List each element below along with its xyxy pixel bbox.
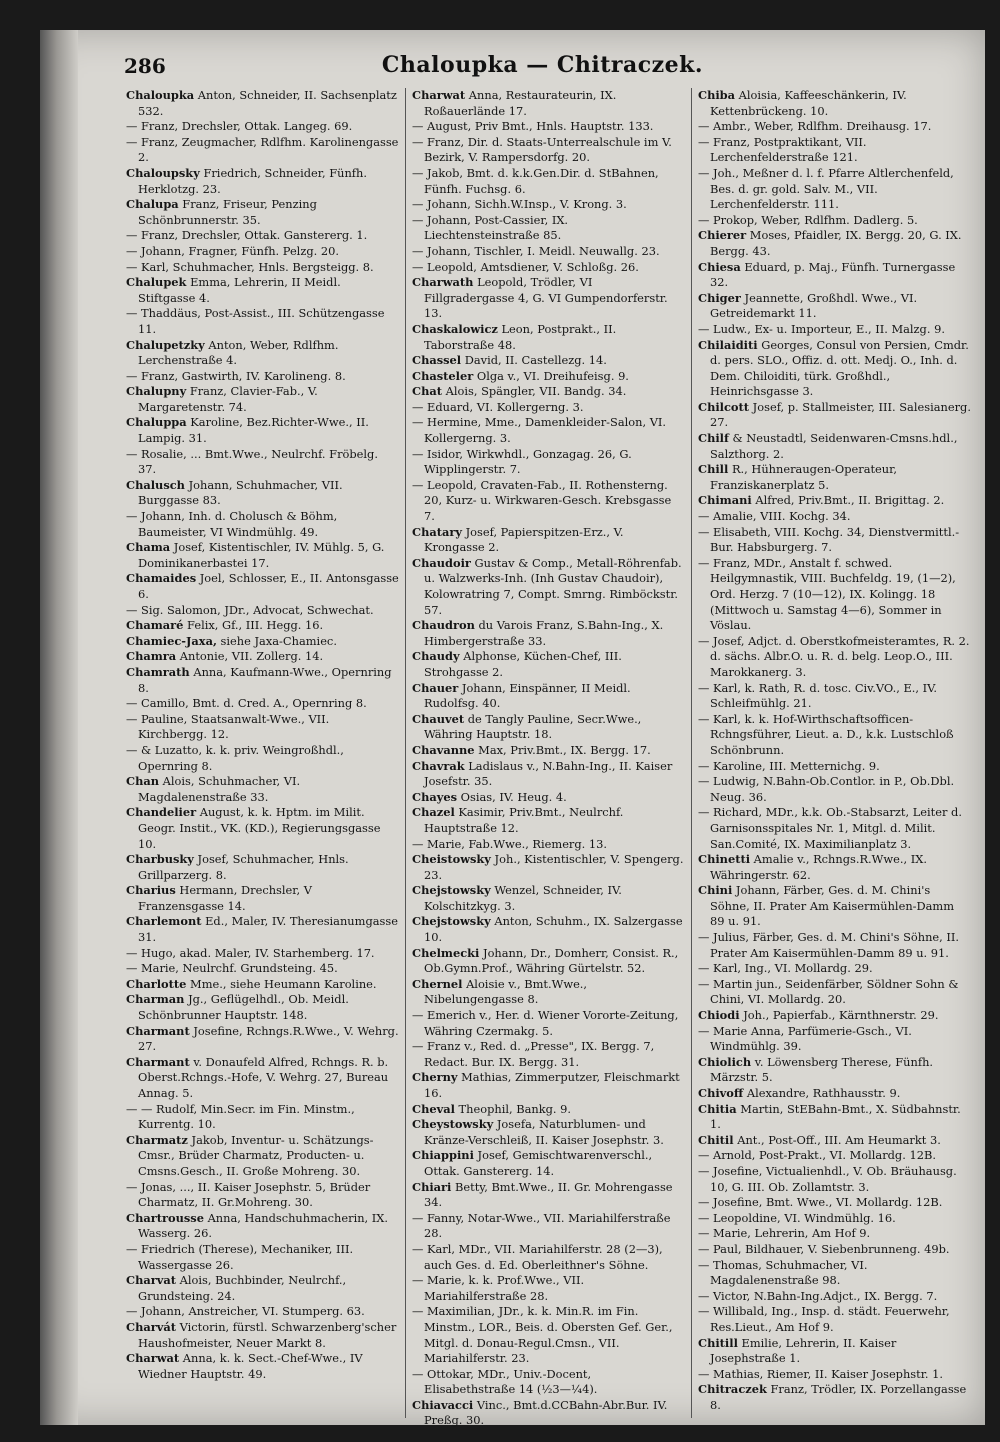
directory-entry: Chamaré Felix, Gf., III. Hegg. 16. <box>126 618 324 633</box>
column-1 <box>120 88 406 1418</box>
directory-entry: — Marie, Neulrchf. Grundsteing. 45. <box>126 961 338 976</box>
directory-entry: Chelmecki Johann, Dr., Domherr, Consist. R., Ob.Gymn.Prof., Währing Gürtelstr. 52. <box>412 945 679 976</box>
directory-entry: — Leopold, Amtsdiener, V. Schloßg. 26. <box>412 259 639 274</box>
directory-entry: Chandelier August, k. k. Hptm. im Milit. Geogr. Instit., VK. (KD.), Regierungsgasse 10. <box>126 805 381 851</box>
directory-entry: — Karl, Schuhmacher, Hnls. Bergsteigg. 8. <box>126 259 374 274</box>
directory-entry: — Paul, Bildhauer, V. Siebenbrunneng. 49b. <box>698 1241 950 1256</box>
directory-entry: — Ottokar, MDr., Univ.-Docent, Elisabethstraße 14 (½3—¼4). <box>412 1366 598 1397</box>
directory-entry: — Victor, N.Bahn-Ing.Adjct., IX. Bergg. 7. <box>698 1288 938 1303</box>
directory-entry: Chalupek Emma, Lehrerin, II Meidl. Stiftgasse 4. <box>126 275 341 305</box>
directory-entry: — Marie Anna, Parfümerie-Gsch., VI. Windmühlg. 39. <box>698 1023 912 1054</box>
directory-entry: Chejstowsky Wenzel, Schneider, IV. Kolschitzkyg. 3. <box>412 883 622 913</box>
directory-entry: Charvát Victorin, fürstl. Schwarzenberg'scher Haushofmeister, Neuer Markt 8. <box>126 1319 397 1350</box>
directory-entry: Chitraczek Franz, Trödler, IX. Porzellangasse 8. <box>698 1382 967 1412</box>
directory-entry: — Franz, Zeugmacher, Rdlfhm. Karolinengasse 2. <box>126 134 399 165</box>
directory-entry: Chilcott Josef, p. Stallmeister, III. Salesianerg. 27. <box>698 399 971 430</box>
directory-entry: — Johann, Fragner, Fünfh. Pelzg. 20. <box>126 243 339 258</box>
directory-entry: — Marie, k. k. Prof.Wwe., VII. Mariahilferstraße 28. <box>412 1273 585 1303</box>
directory-entry: — Friedrich (Therese), Mechaniker, III. Wassergasse 26. <box>126 1241 354 1272</box>
directory-entry: Chaloupsky Friedrich, Schneider, Fünfh. Herklotzg. 23. <box>126 165 367 196</box>
column-2 <box>406 88 692 1428</box>
directory-entry: Charbusky Josef, Schuhmacher, Hnls. Grillparzerg. 8. <box>126 852 349 882</box>
directory-entry: — Karl, k. Rath, R. d. tosc. Civ.VO., E., IV. Schleifmühlg. 21. <box>698 680 937 711</box>
directory-entry: Chiodi Joh., Papierfab., Kärnthnerstr. 29. <box>698 1008 939 1023</box>
directory-entry: Charmant v. Donaufeld Alfred, Rchngs. R. b. Oberst.Rchngs.-Hofe, V. Wehrg. 27, Bureau Annag. 5. <box>126 1054 389 1100</box>
directory-entry: — Franz, Postpraktikant, VII. Lerchenfelderstraße 121. <box>698 134 867 165</box>
directory-entry: — Johann, Post-Cassier, IX. Liechtensteinstraße 85. <box>412 212 569 243</box>
directory-entry: — Arnold, Post-Prakt., VI. Mollardg. 12B. <box>698 1148 936 1163</box>
directory-entry: Charman Jg., Geflügelhdl., Ob. Meidl. Schönbrunner Hauptstr. 148. <box>126 992 349 1023</box>
directory-entry: — Johann, Inh. d. Cholusch & Böhm, Baumeister, VI Windmühlg. 49. <box>126 509 338 539</box>
directory-entry: Chalusch Johann, Schuhmacher, VII. Burggasse 83. <box>126 477 343 508</box>
directory-entry: — Johann, Tischler, I. Meidl. Neuwallg. 23. <box>412 243 660 258</box>
directory-entry: Charlemont Ed., Maler, IV. Theresianumgasse 31. <box>126 914 398 945</box>
directory-entry: Chiger Jeannette, Großhdl. Wwe., VI. Getreidemarkt 11. <box>698 290 918 321</box>
directory-entry: — Rosalie, ... Bmt.Wwe., Neulrchf. Fröbelg. 37. <box>126 446 378 477</box>
directory-entry: — Karoline, III. Metternichg. 9. <box>698 758 880 773</box>
directory-entry: Chauvet de Tangly Pauline, Secr.Wwe., Währing Hauptstr. 18. <box>412 711 642 742</box>
directory-entry: — Prokop, Weber, Rdlfhm. Dadlerg. 5. <box>698 212 918 227</box>
directory-entry: Charlotte Mme., siehe Heumann Karoline. <box>126 976 377 991</box>
directory-entry: Charmant Josefine, Rchngs.R.Wwe., V. Wehrg. 27. <box>126 1023 399 1054</box>
directory-entry: Chiesa Eduard, p. Maj., Fünfh. Turnergasse 32. <box>698 259 956 290</box>
directory-entry: Chassel David, II. Castellezg. 14. <box>412 353 607 368</box>
column-3 <box>692 88 978 1418</box>
directory-entry: — Ludw., Ex- u. Importeur, E., II. Malzg. 9. <box>698 321 945 336</box>
directory-entry: Chat Alois, Spängler, VII. Bandg. 34. <box>412 384 627 399</box>
directory-entry: Chaudoir Gustav & Comp., Metall-Röhrenfab. u. Walzwerks-Inh. (Inh Gustav Chaudoir), Kolowratring 7, Compt. Smrng. Rimböckstr. 57. <box>412 555 682 617</box>
directory-entry: — Franz, Dir. d. Staats-Unterrealschule im V. Bezirk, V. Rampersdorfg. 20. <box>412 134 672 165</box>
directory-entry: Chiolich v. Löwensberg Therese, Fünfh. Märzstr. 5. <box>698 1054 934 1085</box>
directory-entry: — Leopold, Cravaten-Fab., II. Rothensterng. 20, Kurz- u. Wirkwaren-Gesch. Krebsgasse 7. <box>412 477 672 524</box>
page-title: Chaloupka — Chitraczek. <box>381 52 704 78</box>
directory-entry: — Franz, Drechsler, Ottak. Langeg. 69. <box>126 119 353 134</box>
directory-entry: — Karl, k. k. Hof-Wirthschaftsofficen-Rchngsführer, Lieut. a. D., k.k. Lustschloß Schönbrunn. <box>698 711 954 757</box>
directory-entry: — Marie, Fab.Wwe., Riemerg. 13. <box>412 836 608 851</box>
directory-entry: Chejstowsky Anton, Schuhm., IX. Salzergasse 10. <box>412 914 683 945</box>
directory-entry: Cheystowsky Josefa, Naturblumen- und Kränze-Verschleiß, II. Kaiser Josephstr. 3. <box>412 1117 664 1147</box>
directory-entry: Cheval Theophil, Bankg. 9. <box>412 1101 572 1116</box>
directory-entry: — — Rudolf, Min.Secr. im Fin. Minstm., Kurrentg. 10. <box>126 1101 355 1132</box>
directory-entry: Chaskalowicz Leon, Postprakt., II. Taborstraße 48. <box>412 321 617 352</box>
directory-entry: — August, Priv Bmt., Hnls. Hauptstr. 133. <box>412 119 654 134</box>
directory-entry: Chamaides Joel, Schlosser, E., II. Antonsgasse 6. <box>126 571 399 601</box>
directory-entry: — Thomas, Schuhmacher, VI. Magdalenenstraße 98. <box>698 1257 868 1288</box>
directory-page <box>40 30 985 1428</box>
directory-entry: Chitil Ant., Post-Off., III. Am Heumarkt 3. <box>698 1132 941 1147</box>
directory-entry: Chasteler Olga v., VI. Dreihufeisg. 9. <box>412 368 629 383</box>
directory-entry: — Josef, Adjct. d. Oberstkofmeisteramtes, R. 2. d. sächs. Albr.O. u. R. d. belg. Leop.O., III. Marokkanerg. 3. <box>698 633 970 679</box>
directory-entry: — Camillo, Bmt. d. Cred. A., Opernring 8. <box>126 696 367 711</box>
directory-entry: Chilf & Neustadtl, Seidenwaren-Cmsns.hdl., Salzthorg. 2. <box>698 431 958 461</box>
directory-entry: Chamra Antonie, VII. Zollerg. 14. <box>126 649 324 664</box>
directory-entry: Chauer Johann, Einspänner, II Meidl. Rudolfsg. 40. <box>412 680 631 711</box>
directory-entry: Chill R., Hühneraugen-Operateur, Franziskanerplatz 5. <box>698 462 897 492</box>
directory-entry: Chama Josef, Kistentischler, IV. Mühlg. 5, G. Dominikanerbastei 17. <box>126 540 385 570</box>
directory-entry: Chavanne Max, Priv.Bmt., IX. Bergg. 17. <box>412 742 651 757</box>
directory-entry: — Johann, Sichh.W.Insp., V. Krong. 3. <box>412 197 627 212</box>
directory-entry: Chan Alois, Schuhmacher, VI. Magdalenenstraße 33. <box>126 774 301 804</box>
directory-entry: — Isidor, Wirkwhdl., Gonzagag. 26, G. Wipplingerstr. 7. <box>412 446 632 477</box>
directory-entry: Chimani Alfred, Priv.Bmt., II. Brigittag. 2. <box>698 493 945 508</box>
directory-entry: Chiavacci Vinc., Bmt.d.CCBahn-Abr.Bur. IV. Preßg. 30. <box>412 1397 668 1428</box>
directory-entry: — Fanny, Notar-Wwe., VII. Mariahilferstraße 28. <box>412 1210 671 1241</box>
directory-entry: Chaudy Alphonse, Küchen-Chef, III. Strohgasse 2. <box>412 649 622 679</box>
directory-entry: Charwath Leopold, Trödler, VI Fillgradergasse 4, G. VI Gumpendorferstr. 13. <box>412 275 668 321</box>
directory-entry: Chamiec-Jaxa, siehe Jaxa-Chamiec. <box>126 633 337 648</box>
directory-entry: Chalupa Franz, Friseur, Penzing Schönbrunnerstr. 35. <box>126 197 317 227</box>
directory-entry: — Leopoldine, VI. Windmühlg. 16. <box>698 1210 896 1225</box>
directory-entry: — Willibald, Ing., Insp. d. städt. Feuerwehr, Res.Lieut., Am Hof 9. <box>698 1304 950 1334</box>
directory-entry: Chazel Kasimir, Priv.Bmt., Neulrchf. Hauptstraße 12. <box>412 805 624 835</box>
directory-entry: — Jakob, Bmt. d. k.k.Gen.Dir. d. StBahnen, Fünfh. Fuchsg. 6. <box>412 165 659 196</box>
directory-entry: — Joh., Meßner d. l. f. Pfarre Altlerchenfeld, Bes. d. gr. gold. Salv. M., VII. Lerchenfelderstr. 111. <box>698 165 954 212</box>
columns <box>120 88 980 1428</box>
directory-entry: Chatary Josef, Papierspitzen-Erz., V. Krongasse 2. <box>412 524 624 555</box>
directory-entry: Chaloupka Anton, Schneider, II. Sachsenplatz 532. <box>126 88 397 118</box>
directory-entry: — Johann, Anstreicher, VI. Stumperg. 63. <box>126 1304 365 1319</box>
directory-entry: — Richard, MDr., k.k. Ob.-Stabsarzt, Leiter d. Garnisonsspitales Nr. 1, Mitgl. d. Milit. San.Comité, IX. Maximilianplatz 3. <box>698 805 962 851</box>
page-number: 286 <box>124 54 166 78</box>
directory-entry: — Franz, Gastwirth, IV. Karolineng. 8. <box>126 368 346 383</box>
directory-entry: Charvat Alois, Buchbinder, Neulrchf., Grundsteing. 24. <box>126 1273 347 1303</box>
directory-entry: — Karl, Ing., VI. Mollardg. 29. <box>698 961 873 976</box>
directory-entry: — Hugo, akad. Maler, IV. Starhemberg. 17. <box>126 945 375 960</box>
book-binding <box>40 30 78 1425</box>
directory-entry: — Julius, Färber, Ges. d. M. Chini's Söhne, II. Prater Am Kaisermühlen-Damm 89 u. 91. <box>698 930 960 960</box>
directory-entry: Chernel Aloisie v., Bmt.Wwe., Nibelungengasse 8. <box>412 976 588 1007</box>
directory-entry: Chavrak Ladislaus v., N.Bahn-Ing., II. Kaiser Josefstr. 35. <box>412 758 673 789</box>
directory-entry: Chayes Osias, IV. Heug. 4. <box>412 789 567 804</box>
directory-entry: Chini Johann, Färber, Ges. d. M. Chini's Söhne, II. Prater Am Kaisermühlen-Damm 89 u. 91. <box>698 883 955 929</box>
directory-entry: — Karl, MDr., VII. Mariahilferstr. 28 (2—3), auch Ges. d. Ed. Oberleithner's Söhne. <box>412 1241 663 1272</box>
directory-entry: — Thaddäus, Post-Assist., III. Schützengasse 11. <box>126 306 385 336</box>
directory-entry: Chiari Betty, Bmt.Wwe., II. Gr. Mohrengasse 34. <box>412 1179 673 1210</box>
directory-entry: — Eduard, VI. Kollergerng. 3. <box>412 399 584 414</box>
directory-entry: — Marie, Lehrerin, Am Hof 9. <box>698 1226 871 1241</box>
directory-entry: — Amalie, VIII. Kochg. 34. <box>698 509 851 524</box>
directory-entry: Chartrousse Anna, Handschuhmacherin, IX. Wasserg. 26. <box>126 1210 389 1241</box>
directory-entry: — Josefine, Victualienhdl., V. Ob. Bräuhausg. 10, G. III. Ob. Zollamtstr. 3. <box>698 1163 957 1194</box>
page-header <box>120 52 965 92</box>
directory-entry: Charius Hermann, Drechsler, V Franzensgasse 14. <box>126 883 312 913</box>
directory-entry: — Pauline, Staatsanwalt-Wwe., VII. Kirchbergg. 12. <box>126 711 330 742</box>
directory-entry: — Jonas, ..., II. Kaiser Josephstr. 5, Brüder Charmatz, II. Gr.Mohreng. 30. <box>126 1179 371 1210</box>
directory-entry: Charwat Anna, k. k. Sect.-Chef-Wwe., IV Wiedner Hauptstr. 49. <box>126 1351 363 1381</box>
directory-entry: Chilaiditi Georges, Consul von Persien, Cmdr. d. pers. SLO., Offiz. d. ott. Medj. O., Inh. d. Dem. Chiloiditi, türk. Großhdl., Heinrichsgasse 3. <box>698 337 969 399</box>
directory-entry: Chierer Moses, Pfaidler, IX. Bergg. 20, G. IX. Bergg. 43. <box>698 228 962 258</box>
directory-entry: — Hermine, Mme., Damenkleider-Salon, VI. Kollergerng. 3. <box>412 415 667 446</box>
directory-entry: — Emerich v., Her. d. Wiener Vororte-Zeitung, Währing Czermakg. 5. <box>412 1008 679 1038</box>
directory-entry: Chaudron du Varois Franz, S.Bahn-Ing., X. Himbergerstraße 33. <box>412 618 664 648</box>
directory-entry: Chivoff Alexandre, Rathhausstr. 9. <box>698 1086 901 1100</box>
directory-entry: — Ambr., Weber, Rdlfhm. Dreihausg. 17. <box>698 119 932 134</box>
directory-entry: Chinetti Amalie v., Rchngs.R.Wwe., IX. Währingerstr. 62. <box>698 852 927 882</box>
directory-entry: — Elisabeth, VIII. Kochg. 34, Dienstvermittl.-Bur. Habsburgerg. 7. <box>698 524 960 555</box>
directory-entry: — Ludwig, N.Bahn-Ob.Contlor. in P., Ob.Dbl. Neug. 36. <box>698 774 955 804</box>
directory-entry: — Martin jun., Seidenfärber, Söldner Sohn & Chini, VI. Mollardg. 20. <box>698 976 959 1007</box>
directory-entry: Chitia Martin, StEBahn-Bmt., X. Südbahnstr. 1. <box>698 1101 961 1132</box>
directory-entry: — Franz v., Red. d. „Presse", IX. Bergg. 7, Redact. Bur. IX. Bergg. 31. <box>412 1039 655 1069</box>
directory-entry: Chaluppa Karoline, Bez.Richter-Wwe., II. Lampig. 31. <box>126 415 369 446</box>
directory-entry: — Sig. Salomon, JDr., Advocat, Schwechat. <box>126 602 374 617</box>
directory-entry: Chiappini Josef, Gemischtwarenverschl., Ottak. Ganstererg. 14. <box>412 1148 653 1178</box>
directory-entry: Cherny Mathias, Zimmerputzer, Fleischmarkt 16. <box>412 1070 680 1100</box>
directory-entry: Charmatz Jakob, Inventur- u. Schätzungs-Cmsr., Brüder Charmatz, Producten- u. Cmsns.Gesch., II. Große Mohreng. 30. <box>126 1132 374 1178</box>
directory-entry: Chalupetzky Anton, Weber, Rdlfhm. Lerchenstraße 4. <box>126 337 339 368</box>
directory-entry: — Maximilian, JDr., k. k. Min.R. im Fin. Minstm., LOR., Beis. d. Obersten Gef. Ger., Mitgl. d. Donau-Regul.Cmsn., VII. Mariahilferstr. 23. <box>412 1304 673 1366</box>
directory-entry: — Franz, MDr., Anstalt f. schwed. Heilgymnastik, VIII. Buchfeldg. 19, (1—2), Ord. Herzg. 7 (10—12), IX. Kolingg. 18 (Mittwoch u. Samstag 4—6), Sommer in Vöslau. <box>698 555 956 633</box>
directory-entry: Chamrath Anna, Kaufmann-Wwe., Opernring 8. <box>126 664 392 695</box>
directory-entry: — Josefine, Bmt. Wwe., VI. Mollardg. 12B. <box>698 1195 943 1210</box>
directory-entry: Cheistowsky Joh., Kistentischler, V. Spengerg. 23. <box>412 852 684 882</box>
directory-entry: Chitill Emilie, Lehrerin, II. Kaiser Josephstraße 1. <box>698 1335 897 1366</box>
directory-entry: Chiba Aloisia, Kaffeeschänkerin, IV. Kettenbrückeng. 10. <box>698 88 907 118</box>
directory-entry: Charwat Anna, Restaurateurin, IX. Roßauerlände 17. <box>412 88 617 118</box>
directory-entry: — Franz, Drechsler, Ottak. Ganstererg. 1. <box>126 228 368 243</box>
directory-entry: — & Luzatto, k. k. priv. Weingroßhdl., Opernring 8. <box>126 742 344 773</box>
directory-entry: — Mathias, Riemer, II. Kaiser Josephstr. 1. <box>698 1366 944 1381</box>
directory-entry: Chalupny Franz, Clavier-Fab., V. Margaretenstr. 74. <box>126 384 318 414</box>
